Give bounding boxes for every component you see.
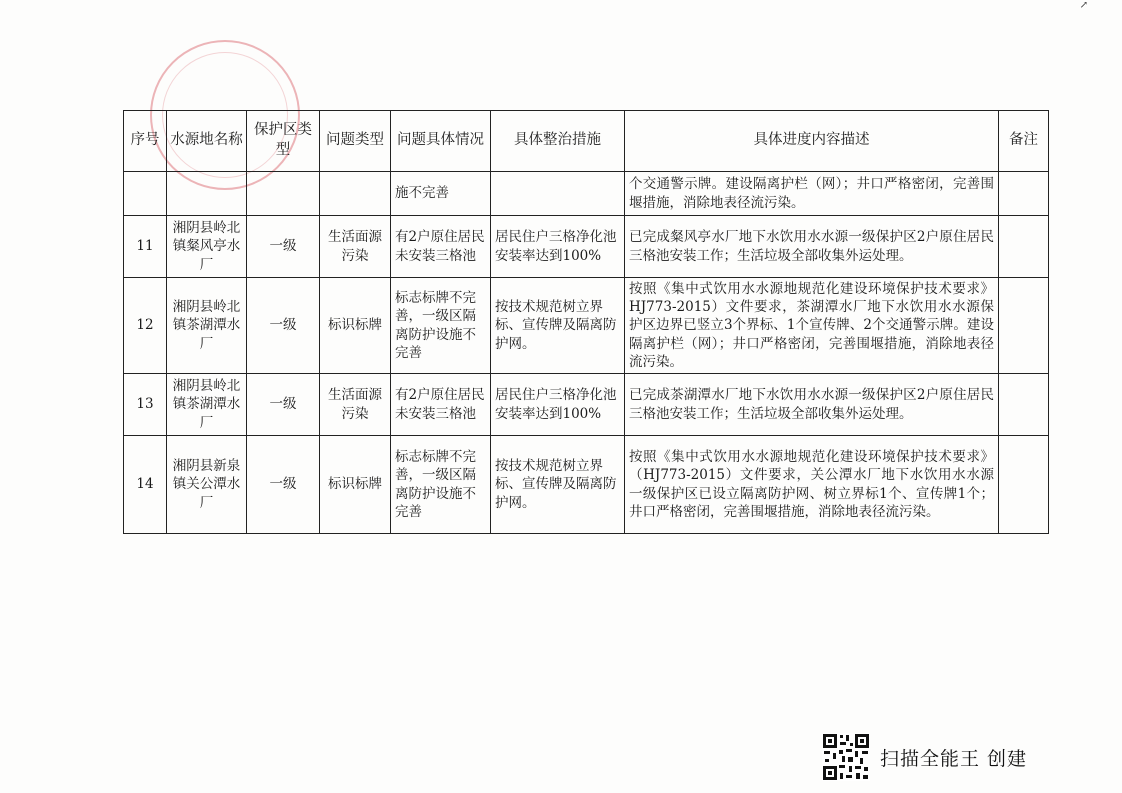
table-row	[124, 278, 1049, 374]
cell-progress: 按照《集中式饮用水水源地规范化建设环境保护技术要求》HJ773-2015）文件要求，茶湖潭水厂地下水饮用水水源保护区边界已竖立3个界标、1个宣传牌、2个交通警示牌。建设隔离护栏（网）；井口严格密闭，完善围堰措施，消除地表径流污染。	[625, 278, 999, 374]
cell-source-name: 湘阴县岭北镇粲风亭水厂	[167, 216, 247, 278]
cell-type: 生活面源污染	[320, 374, 391, 436]
header-no: 序号	[124, 111, 167, 172]
cell-level: 一级	[247, 216, 320, 278]
header-source-name: 水源地名称	[167, 111, 247, 172]
table-row	[124, 172, 1049, 216]
rectification-progress-table	[123, 110, 1049, 534]
cell-situation: 标志标牌不完善，一级区隔离防护设施不完善	[391, 436, 491, 534]
qr-code-icon	[822, 733, 870, 781]
cell-source-name	[167, 172, 247, 216]
cell-no: 13	[124, 374, 167, 436]
header-measure: 具体整治措施	[491, 111, 625, 172]
cell-progress: 按照《集中式饮用水水源地规范化建设环境保护技术要求》（HJ773-2015）文件要求，关公潭水厂地下水饮用水水源一级保护区已设立隔离防护网、树立界标1个、宣传牌1个；井口严格密闭，完善围堰措施，消除地表径流污染。	[625, 436, 999, 534]
cell-note	[999, 278, 1049, 374]
cell-type	[320, 172, 391, 216]
scanner-watermark	[822, 733, 1027, 781]
header-progress: 具体进度内容描述	[625, 111, 999, 172]
cell-measure: 居民住户三格净化池安装率达到100%	[491, 216, 625, 278]
corner-arrow-icon: ↗	[1079, 0, 1088, 11]
cell-no: 14	[124, 436, 167, 534]
table-row	[124, 216, 1049, 278]
cell-note	[999, 374, 1049, 436]
cell-note	[999, 172, 1049, 216]
cell-no	[124, 172, 167, 216]
cell-type: 标识标牌	[320, 278, 391, 374]
cell-progress: 已完成茶湖潭水厂地下水饮用水水源一级保护区2户原住居民三格池安装工作；生活垃圾全部收集外运处理。	[625, 374, 999, 436]
cell-type: 标识标牌	[320, 436, 391, 534]
cell-progress: 已完成粲风亭水厂地下水饮用水水源一级保护区2户原住居民三格池安装工作；生活垃圾全部收集外运处理。	[625, 216, 999, 278]
cell-no: 11	[124, 216, 167, 278]
cell-situation: 施不完善	[391, 172, 491, 216]
cell-note	[999, 436, 1049, 534]
cell-no: 12	[124, 278, 167, 374]
cell-situation: 有2户原住居民未安装三格池	[391, 374, 491, 436]
table-row	[124, 374, 1049, 436]
cell-level: 一级	[247, 374, 320, 436]
cell-measure: 按技术规范树立界标、宣传牌及隔离防护网。	[491, 278, 625, 374]
header-problem-type: 问题类型	[320, 111, 391, 172]
cell-note	[999, 216, 1049, 278]
cell-source-name: 湘阴县岭北镇茶湖潭水厂	[167, 374, 247, 436]
cell-situation: 有2户原住居民未安装三格池	[391, 216, 491, 278]
cell-level	[247, 172, 320, 216]
header-note: 备注	[999, 111, 1049, 172]
cell-progress: 个交通警示牌。建设隔离护栏（网）；井口严格密闭，完善围堰措施，消除地表径流污染。	[625, 172, 999, 216]
table-row	[124, 436, 1049, 534]
cell-type: 生活面源污染	[320, 216, 391, 278]
cell-source-name: 湘阴县岭北镇茶湖潭水厂	[167, 278, 247, 374]
cell-situation: 标志标牌不完善，一级区隔离防护设施不完善	[391, 278, 491, 374]
cell-measure: 居民住户三格净化池安装率达到100%	[491, 374, 625, 436]
cell-level: 一级	[247, 278, 320, 374]
header-problem-detail: 问题具体情况	[391, 111, 491, 172]
scanner-brand-label: 扫描全能王 创建	[880, 747, 1028, 770]
header-protection-level: 保护区类型	[247, 111, 320, 172]
cell-level: 一级	[247, 436, 320, 534]
cell-source-name: 湘阴县新泉镇关公潭水厂	[167, 436, 247, 534]
cell-measure: 按技术规范树立界标、宣传牌及隔离防护网。	[491, 436, 625, 534]
cell-measure	[491, 172, 625, 216]
table-header-row	[124, 111, 1049, 172]
